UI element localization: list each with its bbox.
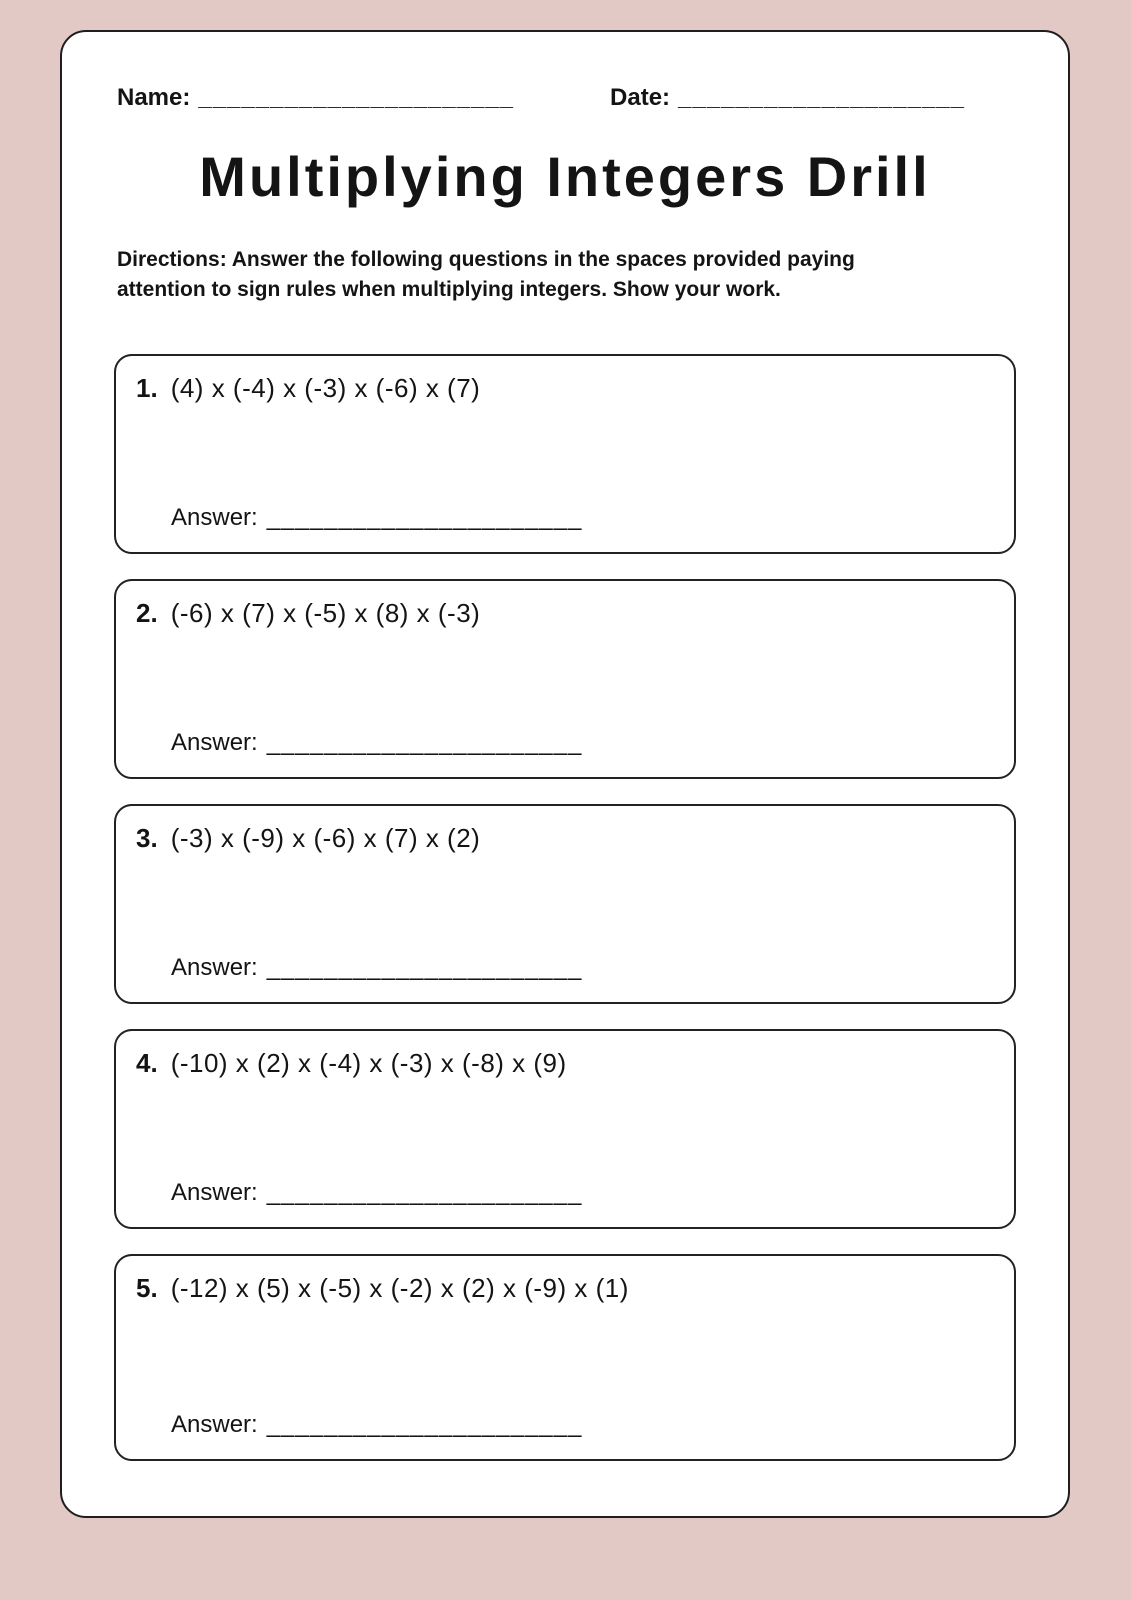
question-line	[116, 356, 1014, 404]
work-space[interactable]	[126, 866, 1004, 932]
date-blank-line[interactable]: ____________________	[678, 84, 965, 111]
question-number: 5.	[136, 1272, 158, 1303]
question-number: 3.	[136, 822, 158, 853]
questions-list	[62, 354, 1068, 1461]
work-space[interactable]	[126, 1091, 1004, 1157]
directions-line-2: attention to sign rules when multiplying integers. Show your work.	[117, 278, 781, 302]
answer-blank-line[interactable]: ______________________	[266, 953, 583, 981]
answer-row	[171, 1179, 582, 1207]
answer-row	[171, 504, 582, 532]
question-expression: (-12) x (5) x (-5) x (-2) x (2) x (-9) x (1)	[170, 1272, 629, 1303]
work-space[interactable]	[126, 641, 1004, 707]
worksheet-title: Multiplying Integers Drill	[199, 145, 931, 208]
answer-blank-line[interactable]: ______________________	[266, 503, 583, 531]
directions-line-1: Directions: Answer the following questions in the spaces provided paying	[117, 248, 855, 271]
question-box-4	[114, 1029, 1016, 1229]
question-box-5	[114, 1254, 1016, 1461]
name-blank-line[interactable]: ______________________	[198, 84, 515, 111]
question-number: 4.	[136, 1047, 158, 1078]
question-line	[116, 1256, 1014, 1304]
work-space[interactable]	[126, 1316, 1004, 1389]
question-line	[116, 806, 1014, 854]
question-box-2	[114, 579, 1016, 779]
question-box-1	[114, 354, 1016, 554]
name-label: Name:	[117, 84, 191, 111]
answer-blank-line[interactable]: ______________________	[266, 728, 583, 756]
answer-blank-line[interactable]: ______________________	[266, 1178, 583, 1206]
answer-row	[171, 1411, 582, 1439]
answer-label: Answer:	[171, 503, 258, 531]
name-field	[117, 84, 514, 112]
question-number: 2.	[136, 597, 158, 628]
work-space[interactable]	[126, 416, 1004, 482]
date-field	[610, 84, 965, 112]
question-box-3	[114, 804, 1016, 1004]
answer-label: Answer:	[171, 953, 258, 981]
question-number: 1.	[136, 372, 158, 403]
answer-row	[171, 954, 582, 982]
question-expression: (-6) x (7) x (-5) x (8) x (-3)	[170, 597, 481, 628]
answer-label: Answer:	[171, 728, 258, 756]
question-expression: (-10) x (2) x (-4) x (-3) x (-8) x (9)	[170, 1047, 567, 1078]
question-line	[116, 581, 1014, 629]
answer-row	[171, 729, 582, 757]
answer-label: Answer:	[171, 1178, 258, 1206]
question-line	[116, 1031, 1014, 1079]
name-date-row	[117, 84, 1068, 112]
date-label: Date:	[610, 84, 671, 111]
question-expression: (4) x (-4) x (-3) x (-6) x (7)	[170, 372, 481, 403]
worksheet-card	[60, 30, 1070, 1518]
answer-label: Answer:	[171, 1410, 258, 1438]
answer-blank-line[interactable]: ______________________	[266, 1410, 583, 1438]
question-expression: (-3) x (-9) x (-6) x (7) x (2)	[170, 822, 481, 853]
directions-text	[117, 245, 1013, 306]
